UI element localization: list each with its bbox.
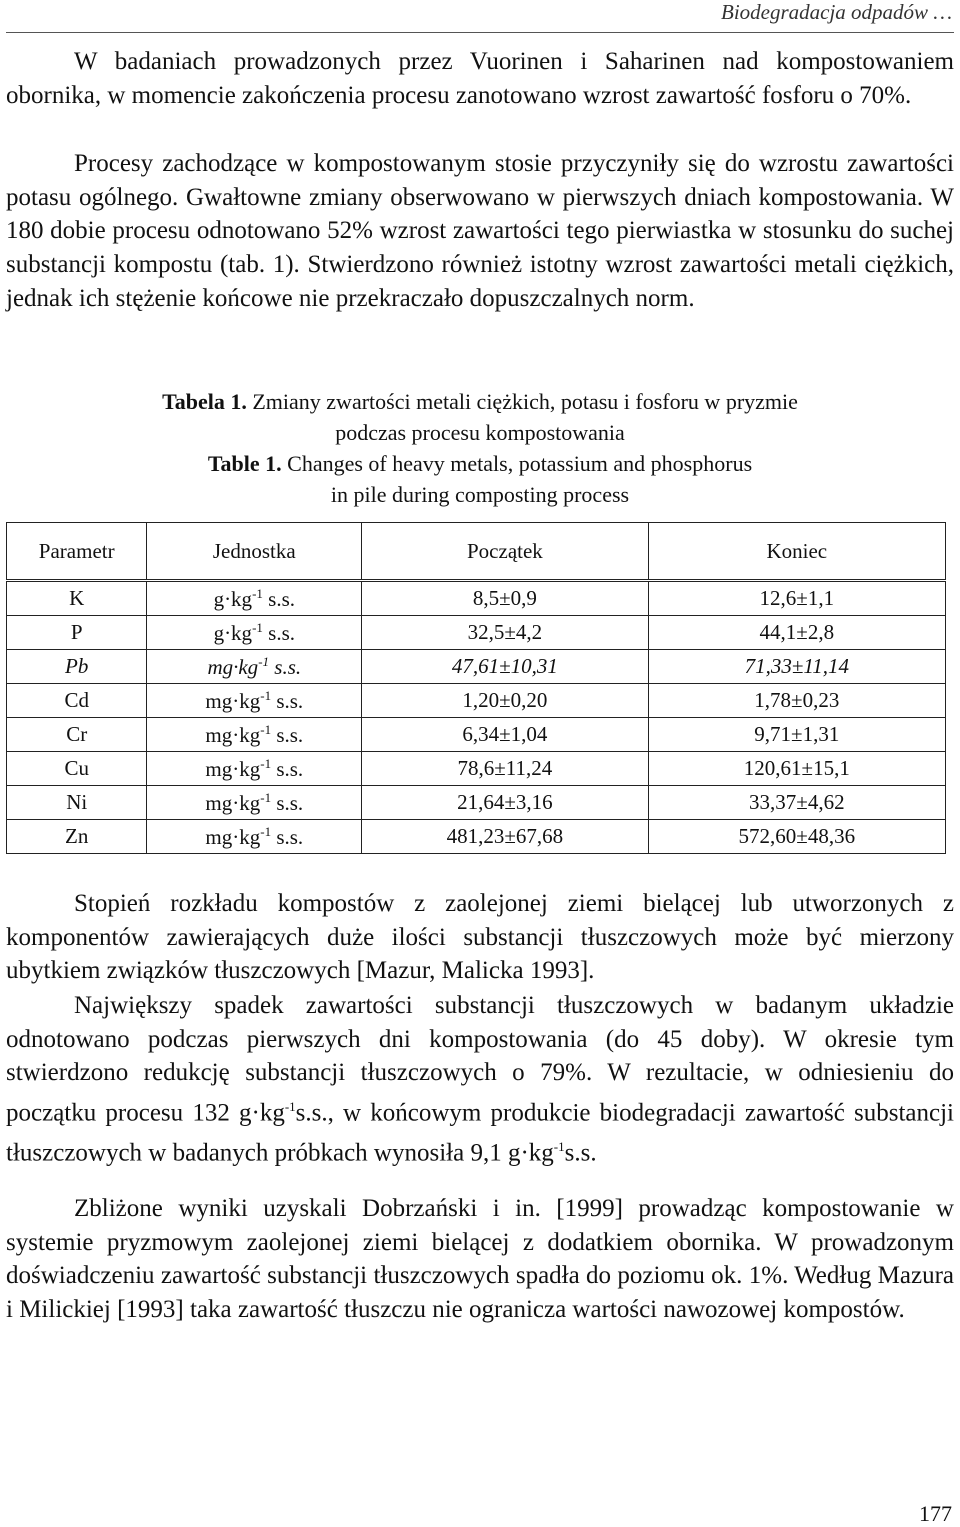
paragraph-4-text-b: s.s., w końcowym produkcie biodegradacji zawartość substancji tłuszczowych w badanych próbkach wynosiła 9,1 g·kg	[6, 1099, 954, 1167]
cell-end: 44,1±2,8	[648, 616, 945, 650]
table-row	[7, 718, 946, 752]
paragraph-2	[6, 147, 954, 316]
unit-suffix: s.s.	[271, 756, 304, 781]
unit-exponent: -1	[260, 789, 272, 805]
table-row	[7, 581, 946, 616]
cell-start: 6,34±1,04	[362, 718, 648, 752]
table-caption	[60, 386, 900, 510]
unit-exponent: -1	[252, 585, 263, 601]
unit-suffix: s.s.	[269, 654, 302, 679]
unit-suffix: s.s.	[271, 722, 304, 747]
superscript: -1	[284, 1099, 296, 1115]
unit-base: mg·kg	[205, 688, 261, 713]
paragraph-4-text-c: s.s.	[564, 1139, 597, 1167]
unit-base: mg·kg	[207, 654, 259, 679]
table-row	[7, 684, 946, 718]
caption-en-line-2: in pile during composting process	[330, 482, 630, 507]
paragraph-4-text-a: Największy spadek zawartości substancji tłuszczowych w badanym układzie odnotowano podczas pierwszych dni kompostowania (do 45 doby). W okresie tym stwierdzono redukcję substancji tłuszczowych o 79%. W rezultacie, w odniesieniu do początku procesu 132 g·kg	[6, 992, 954, 1127]
unit-base: g·kg	[213, 620, 253, 645]
unit-suffix: s.s.	[271, 688, 304, 713]
paragraph-1	[6, 45, 954, 112]
cell-param: Pb	[7, 650, 147, 684]
cell-unit	[147, 820, 362, 854]
unit-exponent: -1	[258, 653, 270, 669]
table-row	[7, 752, 946, 786]
running-title: Biodegradacja odpadów …	[721, 0, 952, 24]
header-parametr: Parametr	[7, 523, 147, 581]
cell-param: P	[7, 616, 147, 650]
paragraph-2-text: Procesy zachodzące w kompostowanym stosie przyczyniły się do wzrostu zawartości potasu ogólnego. Gwałtowne zmiany obserwowano w pierwszych dniach kompostowania. W 180 dobie procesu odnotowano 52% wzrost zawartości tego pierwiastka w stosunku do suchej substancji kompostu (tab. 1). Stwierdzono również istotny wzrost zawartości metali ciężkich, jednak ich stężenie końcowe nie przekraczało dopuszczalnych norm.	[6, 150, 954, 312]
caption-pl-line-1	[60, 386, 900, 417]
cell-start: 47,61±10,31	[362, 650, 648, 684]
table-row	[7, 786, 946, 820]
cell-end: 120,61±15,1	[648, 752, 945, 786]
unit-base: g·kg	[213, 586, 253, 611]
caption-en-line-1	[60, 448, 900, 479]
unit-base: mg·kg	[205, 722, 261, 747]
cell-start: 8,5±0,9	[362, 581, 648, 616]
unit-exponent: -1	[260, 823, 272, 839]
header-poczatek: Początek	[362, 523, 648, 581]
caption-pl-text-1: Zmiany zwartości metali ciężkich, potasu i fosforu w pryzmie	[252, 389, 798, 414]
unit-suffix: s.s.	[271, 790, 304, 815]
cell-end: 9,71±1,31	[648, 718, 945, 752]
cell-start: 1,20±0,20	[362, 684, 648, 718]
paragraph-5	[6, 1192, 954, 1327]
cell-param: Cd	[7, 684, 147, 718]
caption-en-label: Table 1.	[207, 451, 282, 476]
cell-start: 21,64±3,16	[362, 786, 648, 820]
unit-base: mg·kg	[205, 824, 261, 849]
cell-param: Cu	[7, 752, 147, 786]
paragraph-3	[6, 887, 954, 988]
caption-pl-line-2: podczas procesu kompostowania	[335, 420, 625, 445]
unit-suffix: s.s.	[262, 586, 296, 611]
unit-exponent: -1	[252, 619, 263, 635]
table-row	[7, 820, 946, 854]
paragraph-5-text: Zbliżone wyniki uzyskali Dobrzański i in. [1999] prowadząc kompostowanie w systemie pryzmowym zaolejonej ziemi bielącej z dodatkiem obornika. W prowadzonym doświadczeniu zawartość substancji tłuszczowych spadła do poziomu ok. 1%. Według Mazura i Milickiej [1993] taka zawartość tłuszczu nie ogranicza wartości nawozowej kompostów.	[6, 1195, 954, 1324]
cell-param: Cr	[7, 718, 147, 752]
cell-unit	[147, 786, 362, 820]
caption-en-text-1: Changes of heavy metals, potassium and phosphorus	[287, 451, 753, 476]
cell-param: Zn	[7, 820, 147, 854]
table-header-row	[7, 523, 946, 581]
unit-suffix: s.s.	[271, 824, 304, 849]
paragraph-1-text: W badaniach prowadzonych przez Vuorinen i Saharinen nad kompostowaniem obornika, w momencie zakończenia procesu zanotowano wzrost zawartość fosforu o 70%.	[6, 48, 954, 109]
paragraph-4	[6, 989, 954, 1170]
cell-unit	[147, 718, 362, 752]
cell-param: Ni	[7, 786, 147, 820]
paragraph-3-text: Stopień rozkładu kompostów z zaolejonej ziemi bielącej lub utworzonych z komponentów zawierających duże ilości substancji tłuszczowych może być mierzony ubytkiem związków tłuszczowych [Mazur, Malicka 1993].	[6, 890, 954, 985]
header-jednostka: Jednostka	[147, 523, 362, 581]
cell-param: K	[7, 581, 147, 616]
cell-unit	[147, 650, 362, 684]
cell-unit	[147, 616, 362, 650]
page-number: 177	[919, 1501, 952, 1526]
caption-pl-label: Tabela 1.	[162, 389, 247, 414]
cell-start: 32,5±4,2	[362, 616, 648, 650]
header-rule	[6, 32, 954, 33]
table-row	[7, 616, 946, 650]
table-row	[7, 650, 946, 684]
unit-exponent: -1	[260, 755, 272, 771]
cell-unit	[147, 684, 362, 718]
cell-end: 33,37±4,62	[648, 786, 945, 820]
unit-exponent: -1	[260, 721, 272, 737]
unit-exponent: -1	[260, 687, 272, 703]
unit-base: mg·kg	[205, 790, 261, 815]
cell-end: 1,78±0,23	[648, 684, 945, 718]
cell-unit	[147, 581, 362, 616]
cell-unit	[147, 752, 362, 786]
header-koniec: Koniec	[648, 523, 945, 581]
data-table	[6, 522, 946, 854]
cell-end: 12,6±1,1	[648, 581, 945, 616]
cell-end: 71,33±11,14	[648, 650, 945, 684]
superscript: -1	[553, 1139, 565, 1155]
cell-end: 572,60±48,36	[648, 820, 945, 854]
unit-base: mg·kg	[205, 756, 261, 781]
unit-suffix: s.s.	[262, 620, 296, 645]
cell-start: 481,23±67,68	[362, 820, 648, 854]
cell-start: 78,6±11,24	[362, 752, 648, 786]
